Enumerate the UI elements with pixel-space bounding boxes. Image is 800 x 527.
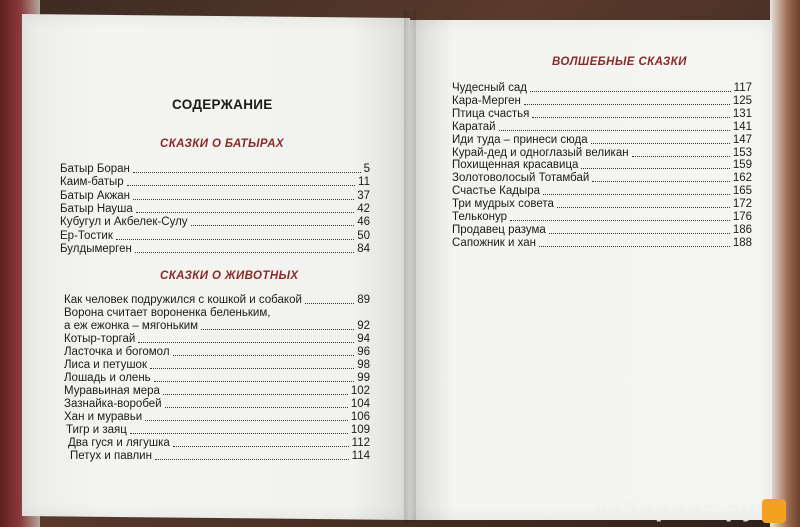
toc-entry-page-number: 141 bbox=[732, 120, 752, 133]
toc-entry-page-number: 131 bbox=[732, 107, 752, 120]
toc-entry-page-number: 84 bbox=[357, 242, 370, 255]
toc-leader-dots bbox=[154, 381, 355, 382]
toc-entry bbox=[452, 134, 752, 147]
section-title-animals: СКАЗКИ О ЖИВОТНЫХ bbox=[160, 270, 299, 282]
toc-leader-dots bbox=[130, 433, 348, 434]
toc-entry-title: Лиса и петушок bbox=[64, 359, 147, 371]
toc-entry-title: Котыр-торгай bbox=[64, 333, 136, 345]
toc-entry-title: Батыр Акжан bbox=[60, 189, 130, 202]
toc-leader-dots bbox=[305, 303, 354, 304]
toc-leader-dots bbox=[532, 117, 729, 118]
toc-entry-page-number: 165 bbox=[732, 185, 752, 198]
toc-entry-page-number: 5 bbox=[363, 163, 370, 175]
toc-leader-dots bbox=[145, 420, 348, 421]
toc-entry-title: Лошадь и олень bbox=[64, 372, 151, 384]
toc-entry-page-number: 117 bbox=[733, 82, 752, 94]
toc-leader-dots bbox=[591, 143, 730, 144]
toc-entry-page-number: 186 bbox=[732, 223, 752, 236]
toc-leader-dots bbox=[581, 168, 729, 169]
toc-entry-title: Курай-дед и одноглазый великан bbox=[452, 146, 629, 159]
toc-entry bbox=[60, 216, 370, 229]
toc-entry bbox=[64, 294, 370, 307]
toc-leader-dots bbox=[133, 172, 361, 173]
toc-entry-page-number: 109 bbox=[350, 424, 370, 436]
toc-leader-dots bbox=[632, 156, 730, 157]
toc-entry bbox=[60, 163, 370, 176]
toc-entry-page-number: 153 bbox=[732, 146, 752, 159]
toc-leader-dots bbox=[524, 104, 730, 105]
toc-leader-dots bbox=[127, 185, 355, 186]
toc-entry-page-number: 104 bbox=[350, 398, 370, 410]
toc-entry-page-number: 172 bbox=[732, 198, 752, 211]
toc-leader-dots bbox=[150, 368, 354, 369]
toc-entry bbox=[452, 147, 752, 160]
toc-entry-page-number: 188 bbox=[732, 236, 752, 249]
toc-leader-dots bbox=[155, 459, 349, 460]
toc-entry-page-number: 96 bbox=[357, 346, 370, 358]
toc-entry bbox=[60, 176, 370, 189]
toc-entry bbox=[70, 450, 370, 463]
toc-entry-page-number: 42 bbox=[357, 202, 370, 215]
toc-entry-page-number: 159 bbox=[732, 159, 752, 172]
watermark-logo-icon bbox=[762, 499, 786, 523]
toc-leader-dots bbox=[191, 225, 355, 226]
toc-entry-title: Сапожник и хан bbox=[452, 236, 537, 249]
toc-entry-title: Каим-батыр bbox=[60, 176, 124, 189]
toc-leader-dots bbox=[592, 181, 729, 182]
toc-entry-page-number: 46 bbox=[357, 216, 370, 229]
toc-entry-page-number: 92 bbox=[357, 320, 370, 332]
toc-leader-dots bbox=[549, 233, 730, 234]
toc-entry-page-number: 102 bbox=[350, 385, 370, 397]
toc-entry bbox=[64, 333, 370, 346]
toc-leader-dots bbox=[136, 212, 354, 213]
toc-entry bbox=[64, 359, 370, 372]
toc-entry-title: Хан и муравьи bbox=[64, 411, 143, 423]
toc-leader-dots bbox=[135, 252, 354, 253]
toc-entry-title: Два гуся и лягушка bbox=[68, 437, 170, 449]
toc-leader-dots bbox=[173, 355, 355, 356]
toc-entry bbox=[64, 320, 370, 333]
book-spine bbox=[404, 10, 416, 522]
toc-entry bbox=[64, 346, 370, 359]
toc-entry-page-number: 112 bbox=[351, 437, 370, 449]
toc-entry-page-number: 162 bbox=[732, 172, 752, 185]
toc-leader-dots bbox=[165, 407, 348, 408]
toc-leader-dots bbox=[163, 394, 348, 395]
toc-entry-title: Птица счастья bbox=[452, 107, 530, 120]
toc-leader-dots bbox=[133, 199, 354, 200]
toc-entry bbox=[452, 82, 752, 95]
toc-leader-dots bbox=[138, 342, 354, 343]
toc-entry bbox=[452, 172, 752, 185]
toc-entry-title: Ворона считает вороненка беленьким, bbox=[64, 307, 271, 319]
toc-entry-page-number: 106 bbox=[350, 411, 370, 423]
toc-entry bbox=[60, 190, 370, 203]
toc-leader-dots bbox=[539, 246, 730, 247]
toc-entry-title: Продавец разума bbox=[452, 223, 546, 236]
toc-entry bbox=[64, 398, 370, 411]
toc-entry-title: Золотоволосый Тотамбай bbox=[452, 172, 590, 185]
section-title-magic: ВОЛШЕБНЫЕ СКАЗКИ bbox=[552, 56, 687, 68]
toc-entry-title: Чудесный сад bbox=[452, 82, 527, 94]
toc-entry bbox=[452, 185, 752, 198]
toc-entry bbox=[66, 424, 370, 437]
toc-entry-page-number: 50 bbox=[357, 229, 370, 242]
toc-entry-title: Каратай bbox=[452, 120, 496, 133]
toc-entry-page-number: 114 bbox=[351, 450, 370, 462]
toc-entry-title: а еж ежонка – мягоньким bbox=[64, 320, 199, 332]
toc-entry-title: Кара-Мерген bbox=[452, 94, 521, 107]
toc-entry-title: Булдымерген bbox=[60, 242, 132, 255]
toc-leader-dots bbox=[530, 91, 731, 92]
toc-entry bbox=[452, 95, 752, 108]
toc-entry-title: Похищенная красавица bbox=[452, 159, 579, 172]
toc-entry-title: Батыр Науша bbox=[60, 202, 133, 215]
toc-entry-page-number: 98 bbox=[357, 359, 370, 371]
toc-leader-dots bbox=[543, 194, 730, 195]
toc-entry bbox=[64, 411, 370, 424]
toc-leader-dots bbox=[201, 329, 354, 330]
toc-leader-dots bbox=[510, 220, 730, 221]
toc-heading: СОДЕРЖАНИЕ bbox=[172, 97, 273, 112]
section-title-batyrs: СКАЗКИ О БАТЫРАХ bbox=[160, 138, 284, 150]
toc-entry-page-number: 99 bbox=[357, 372, 370, 384]
toc-entry bbox=[452, 198, 752, 211]
toc-entry bbox=[64, 385, 370, 398]
toc-entry-page-number: 89 bbox=[357, 294, 370, 306]
watermark-text: лабиринт.ру bbox=[591, 498, 756, 523]
toc-entry-title: Три мудрых совета bbox=[452, 198, 554, 211]
toc-leader-dots bbox=[557, 207, 730, 208]
toc-entry-title: Ласточка и богомол bbox=[64, 346, 170, 358]
toc-entry bbox=[452, 108, 752, 121]
toc-entry-title: Кубугул и Акбелек-Сулу bbox=[60, 216, 188, 229]
toc-entry bbox=[60, 230, 370, 243]
toc-entry bbox=[60, 243, 370, 256]
toc-entry-title: Батыр Боран bbox=[60, 163, 130, 175]
toc-entry-title: Ер-Тостик bbox=[60, 229, 113, 242]
toc-entry-title: Счастье Кадыра bbox=[452, 185, 541, 198]
toc-entry bbox=[452, 237, 752, 250]
toc-entry-title: Зазнайка-воробей bbox=[64, 398, 162, 410]
toc-entry bbox=[452, 211, 752, 224]
toc-entry-page-number: 147 bbox=[732, 133, 752, 146]
toc-entry bbox=[452, 121, 752, 134]
toc-entry-page-number: 37 bbox=[357, 189, 370, 202]
toc-entry-title: Муравьиная мера bbox=[64, 385, 160, 397]
toc-entry-title: Иди туда – принеси сюда bbox=[452, 133, 588, 146]
toc-entry-page-number: 176 bbox=[732, 211, 752, 223]
toc-entry-title: Тельконур bbox=[452, 211, 508, 223]
toc-entry-title: Петух и павлин bbox=[70, 450, 152, 462]
toc-entry-title: Как человек подружился с кошкой и собакой bbox=[64, 294, 302, 306]
toc-entry bbox=[68, 437, 370, 450]
toc-leader-dots bbox=[116, 239, 354, 240]
toc-entry bbox=[64, 372, 370, 385]
toc-entry-page-number: 11 bbox=[358, 176, 370, 189]
toc-entry-page-number: 125 bbox=[732, 94, 752, 107]
toc-entry-page-number: 94 bbox=[357, 333, 370, 345]
toc-leader-dots bbox=[499, 130, 730, 131]
toc-entry-title: Тигр и заяц bbox=[66, 424, 127, 436]
toc-leader-dots bbox=[173, 446, 349, 447]
toc-entry bbox=[452, 159, 752, 172]
book-cover-right-edge bbox=[770, 0, 800, 527]
toc-entry bbox=[452, 224, 752, 237]
toc-entry bbox=[60, 203, 370, 216]
